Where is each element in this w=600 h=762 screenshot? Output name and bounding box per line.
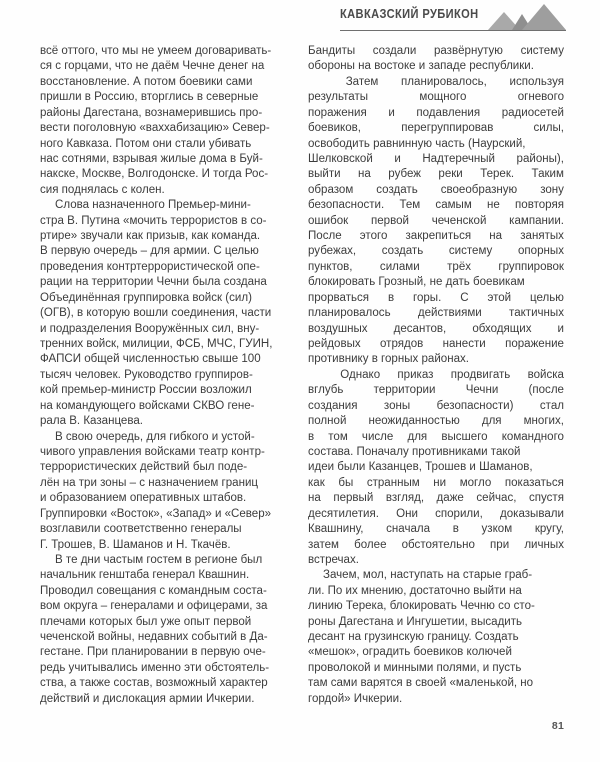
word: для (407, 430, 428, 443)
word: рубеж (388, 168, 421, 181)
text-line: вом округа – генералами и офицерами, за (40, 600, 268, 613)
text-line: ства, а также состав, возможный характер (40, 677, 268, 690)
word: Тем (399, 199, 421, 212)
word: не (487, 199, 500, 212)
word: развёрнутую (433, 45, 503, 57)
text-line: кой премьер-министр России возложил (40, 384, 252, 397)
text-line: Проводил совещания с командным соста- (40, 584, 267, 597)
word: зону (540, 183, 564, 196)
word: Шелковской (308, 152, 373, 165)
word: поражение (505, 338, 564, 351)
paragraph (40, 430, 296, 553)
word: этой (487, 291, 512, 304)
text-line: ся с горцами, что не даём Чечне денег на (40, 60, 265, 73)
text-line: чеченской войны, недавних событий в Да- (40, 631, 268, 644)
word: рубежах, (308, 245, 357, 258)
word: полной (308, 415, 347, 428)
text-line: действий и дислокация армии Ичкерии. (40, 692, 255, 705)
text-line: состава. Поначалу противниками такой (308, 445, 521, 458)
text-line: рации на территории Чечни была создана (40, 276, 267, 289)
word: Квашнину, (308, 523, 364, 536)
text-line (308, 522, 564, 537)
text-line (308, 368, 564, 383)
word: трёх (447, 260, 472, 273)
word: сейчас, (476, 492, 517, 505)
word: в (452, 523, 459, 536)
text-line: Группировки «Восток», «Запад» и «Север» (40, 507, 272, 520)
text-line (308, 90, 564, 105)
running-head-title: КАВКАЗСКИЙ РУБИКОН (340, 7, 479, 21)
word: в (387, 291, 395, 304)
text-line: «мешок», оградить боевиков колючей (308, 646, 512, 659)
text-line: лён на три зоны – с назначением границ (40, 476, 259, 489)
word: создать (381, 245, 424, 258)
text-line: восстановление. А потом боевики сами (40, 75, 253, 88)
text-line: проволокой и минными полями, и пусть (308, 661, 522, 674)
word: огневого (517, 91, 564, 104)
word: командного (501, 430, 564, 443)
text-line: В те дни частым гостем в регионе был (55, 553, 263, 566)
word: силами (379, 260, 420, 273)
word: могло (459, 476, 492, 489)
text-line: начальник генштаба генерал Квашнин. (40, 569, 250, 582)
word: как (308, 476, 325, 489)
text-line: и подразделения Вооружённых сил, вну- (40, 322, 260, 335)
text-line (308, 491, 564, 506)
word: опорных (518, 245, 564, 258)
word: и (557, 322, 564, 335)
word: стал (539, 399, 564, 412)
word: спорили, (435, 507, 483, 520)
word: личных (524, 538, 564, 551)
word: при (490, 538, 510, 551)
text-line (308, 260, 564, 275)
text-line: рала В. Казанцева. (40, 415, 143, 428)
word: безопасности. (308, 199, 385, 212)
paragraph (40, 198, 296, 429)
word: на (358, 168, 371, 181)
word: нанести (442, 338, 486, 351)
text-line: гордой» Ичкерии. (308, 692, 403, 705)
word: высшего (441, 430, 488, 443)
paragraph (308, 368, 564, 568)
word: более (354, 538, 387, 551)
word: ошибок (308, 214, 349, 227)
text-line (308, 538, 564, 553)
word: Они (396, 507, 418, 520)
text-line (308, 414, 564, 429)
text-line: блокировать Грозный, не дать боевикам (308, 276, 525, 289)
word: многих, (523, 415, 564, 428)
text-line (308, 167, 564, 182)
word: сначала (386, 523, 431, 536)
word: взгляд, (385, 492, 425, 505)
word: зоны (383, 399, 411, 412)
text-line: редь учитывались именно эти обстоятель- (40, 661, 270, 674)
text-line (308, 337, 564, 352)
text-line: освободить равнинную часть (Наурский, (308, 137, 526, 150)
word: закрепиться (405, 230, 472, 243)
running-head-rule (340, 30, 566, 31)
text-line: плечами которых был уже опыт первой (40, 615, 252, 628)
word: горы. (412, 291, 442, 304)
text-line (308, 383, 564, 398)
word: воздушных (308, 322, 368, 335)
page-number: 81 (551, 720, 564, 732)
text-line (308, 214, 564, 229)
text-line: ного Кавказа. Потом они стали убивать (40, 137, 252, 150)
word: создать (376, 183, 418, 196)
word: целью (530, 291, 564, 304)
word: Бандиты (308, 45, 356, 57)
text-line: накске, Москве, Волгодонске. И тогда Рос- (40, 168, 269, 181)
text-line (308, 152, 564, 167)
word: даже (436, 492, 464, 505)
word: (после (528, 384, 564, 397)
text-line: десант на грузинскую границу. Создать (308, 631, 519, 644)
text-line: пришли в Россию, вторглись в северные (40, 91, 259, 104)
word: этого (359, 230, 388, 243)
word: узком (481, 523, 513, 536)
word: самым (435, 199, 472, 212)
text-line: террористических действий был поде- (40, 461, 248, 474)
text-line: идеи были Казанцев, Трошев и Шаманов, (308, 461, 533, 474)
text-line: на командующего войсками СКВО гене- (40, 399, 255, 412)
text-line: вести поголовную «ваххабизацию» Север- (40, 122, 270, 135)
word: повторяя (515, 199, 564, 212)
word: войска (527, 368, 564, 381)
word: поражения (308, 106, 367, 119)
word: группировок (498, 260, 564, 273)
text-line (308, 198, 564, 213)
text-line (308, 322, 564, 337)
text-line (308, 399, 564, 414)
text-line: гестане. При планировании в первую оче- (40, 646, 266, 659)
word: создали (372, 45, 417, 57)
text-line: ли. По их мнению, достаточно выйти на (308, 584, 522, 597)
paragraph (308, 568, 564, 707)
word: Чечни (465, 384, 499, 397)
text-line: (ОГВ), в которую вошли соединения, части (40, 307, 272, 320)
text-line: стра В. Путина «мочить террористов в со- (40, 214, 267, 227)
text-line (308, 291, 564, 306)
text-line: чивого управления войсками театр контр- (40, 445, 265, 458)
word: Терек. (480, 168, 515, 181)
text-line (308, 106, 564, 121)
word: После (308, 230, 342, 243)
text-line: тренних войск, милиции, ФСБ, МЧС, ГУИН, (40, 338, 273, 351)
text-line: там сами варятся в своей «маленькой, но (308, 677, 534, 690)
word: действиями (417, 307, 482, 320)
word: Надтеречный (422, 152, 495, 165)
text-line: линию Терека, блокировать Чечню со сто- (308, 600, 535, 613)
word: мощного (419, 91, 467, 104)
word: систему (520, 45, 564, 57)
word: на (489, 230, 503, 243)
text-line: тысяч человек. Руководство группиров- (40, 368, 253, 381)
word: занятых (520, 230, 564, 243)
word: прорваться (308, 291, 370, 304)
word: С (460, 291, 469, 304)
word: продвигать (450, 368, 511, 381)
text-line: сия поднялась с колен. (40, 183, 165, 196)
word: в (308, 430, 315, 443)
word: рейдовых (308, 338, 361, 351)
word: пунктов, (308, 260, 353, 273)
word: создания (308, 399, 358, 412)
text-column-right (308, 44, 564, 707)
text-line: всё оттого, что мы не умеем договаривать- (40, 45, 272, 57)
word: планировалось (308, 307, 391, 320)
text-line: встречах. (308, 553, 359, 566)
word: Однако (340, 368, 381, 381)
word: тактичных (509, 307, 564, 320)
word: доказывали (500, 507, 564, 520)
text-line: Г. Трошев, В. Шаманов и Н. Ткачёв. (40, 538, 231, 551)
word: затем (308, 538, 339, 551)
text-line (308, 121, 564, 136)
text-line (308, 244, 564, 259)
word: образом (308, 183, 354, 196)
word: том (328, 430, 348, 443)
text-line (308, 229, 564, 244)
word: кампании. (509, 214, 564, 227)
word: числе (361, 430, 394, 443)
word: и (388, 106, 395, 119)
text-line: нас сотнями, взрывая жилые дома в Буй- (40, 152, 263, 165)
word: радиосетей (501, 106, 564, 119)
paragraph (40, 44, 296, 198)
word: результаты (308, 91, 369, 104)
text-line: Зачем, мол, наступать на старые граб- (323, 569, 533, 582)
word: подавления (416, 106, 481, 119)
word: ни (433, 476, 447, 489)
text-line (308, 306, 564, 321)
text-line: проведения контртеррористической опе- (40, 260, 260, 273)
word: территории (373, 384, 436, 397)
word: выйти (308, 168, 341, 181)
text-line: обороны на востоке и западе республики. (308, 60, 534, 73)
word: для (481, 415, 502, 428)
text-line: и образованием оперативных штабов. (40, 492, 247, 505)
running-head (340, 4, 566, 34)
word: районы), (516, 152, 564, 165)
text-line: районы Дагестана, вознамерившись про- (40, 106, 263, 119)
text-line: противнику в горных районах. (308, 353, 470, 366)
text-line (308, 183, 564, 198)
word: кругу, (534, 523, 564, 536)
text-line (308, 507, 564, 522)
text-line: роны Дагестана и Ингушетии, высадить (308, 615, 523, 628)
text-column-left (40, 44, 296, 707)
word: своеобразную (440, 183, 518, 196)
word: странным (366, 476, 420, 489)
word: вглубь (308, 384, 344, 397)
text-line (308, 476, 564, 491)
word: чеченской (431, 214, 487, 227)
word: обходящих (472, 322, 532, 335)
word: первый (333, 492, 374, 505)
word: приказ (397, 368, 434, 381)
word: Таким (531, 168, 564, 181)
paragraph (308, 44, 564, 75)
word: показаться (504, 476, 564, 489)
word: перегруппировав (401, 122, 494, 135)
word: бы (338, 476, 354, 489)
body-columns (40, 44, 564, 704)
word: и (394, 152, 401, 165)
word: систему (448, 245, 493, 258)
text-line (308, 430, 564, 445)
text-line (308, 75, 564, 90)
word: спустя (528, 492, 564, 505)
word: боевиков, (308, 122, 361, 135)
text-line: Слова назначенного Премьер-мини- (55, 199, 251, 212)
word: реки (438, 168, 463, 181)
word: десантов, (393, 322, 447, 335)
word: неожиданностью (368, 415, 460, 428)
text-line: ФАПСИ общей численностью свыше 100 (40, 353, 261, 366)
word: отрядов (380, 338, 424, 351)
text-line (308, 44, 564, 59)
word: используя (509, 75, 564, 88)
mountains-icon (470, 4, 566, 30)
word: Затем (345, 75, 379, 88)
paragraph (40, 553, 296, 707)
word: на (308, 492, 321, 505)
text-line: возглавили соответственно генералы (40, 523, 242, 536)
word: первой (370, 214, 409, 227)
word: силы, (533, 122, 564, 135)
word: безопасности) (436, 399, 514, 412)
paragraph (308, 75, 564, 368)
text-line: Объединённая группировка войск (сил) (40, 291, 252, 304)
text-line: ртире» звучали как призыв, как команда. (40, 230, 261, 243)
text-line: В первую очередь – для армии. С целью (40, 245, 259, 258)
word: десятилетия. (308, 507, 379, 520)
word: обстоятельно (401, 538, 475, 551)
text-line: В свою очередь, для гибкого и устой- (55, 430, 255, 443)
word: планировалось, (401, 75, 487, 88)
